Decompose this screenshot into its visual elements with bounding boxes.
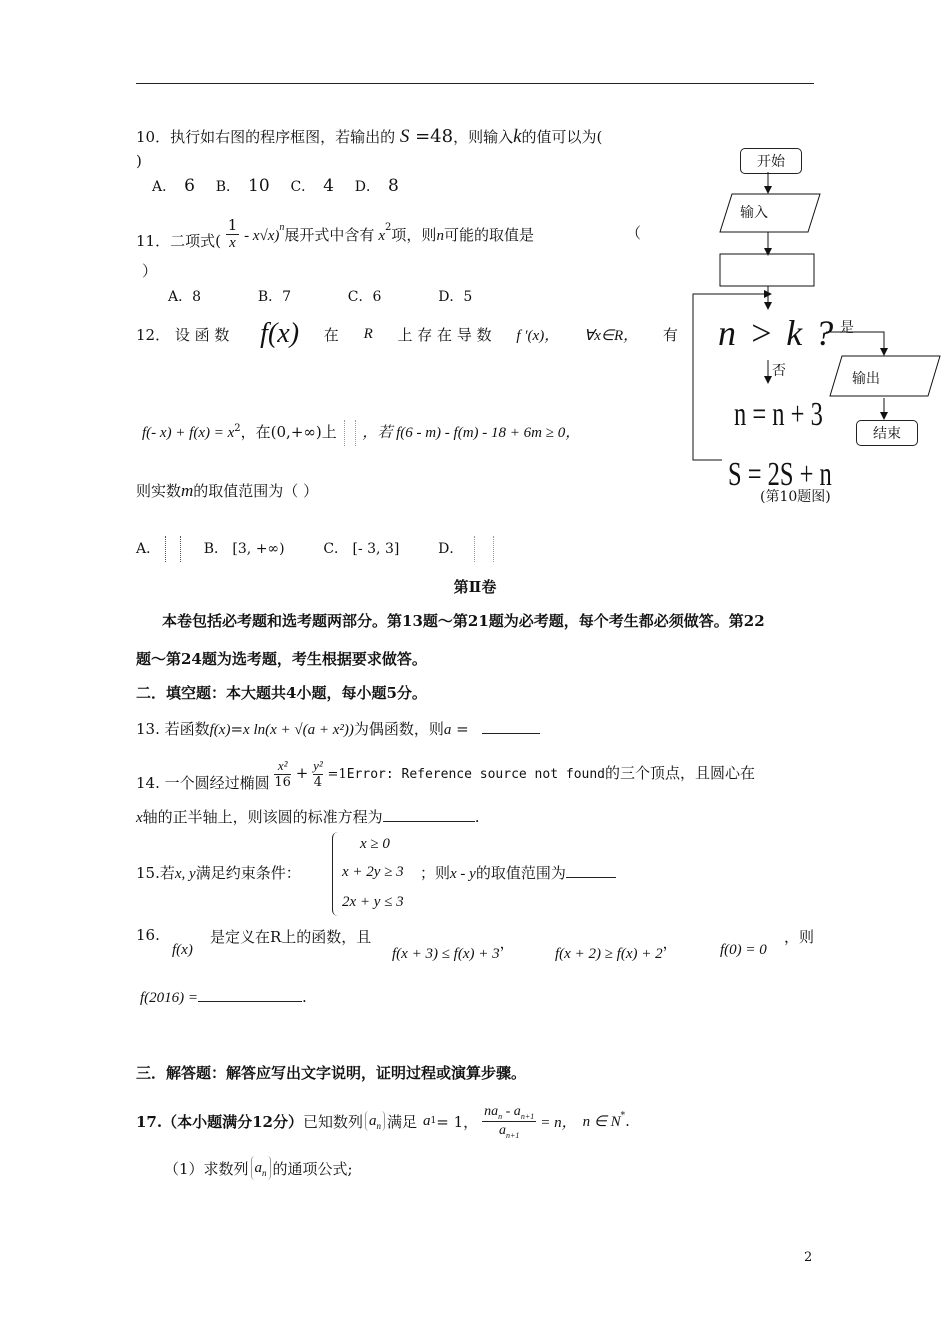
q12-options: A． B． [3, +∞) C． [- 3, 3] D． (136, 536, 494, 562)
q10-options: A． 6 B． 10 C． 4 D． 8 (152, 176, 399, 196)
q10-stem: 10．执行如右图的程序框图，若输出的 S =48，则输入k的值可以为( (136, 126, 603, 147)
q15-constraint-2: x + 2y ≥ 3 (342, 864, 404, 880)
q15-tail: ；则x - y的取值范围为 (420, 862, 616, 883)
q16-desc: 是定义在R上的函数，且 (210, 928, 372, 946)
q16-fx: f(x) (172, 942, 193, 958)
flowchart-step-s: S = 2S + n (728, 456, 832, 493)
flowchart-end: 结束 (856, 420, 918, 446)
q11-options: A．8 B．7 C．6 D．5 (168, 289, 473, 305)
q15-constraint-3: 2x + y ≤ 3 (342, 894, 404, 910)
section2-title: 第Ⅱ卷 (453, 578, 497, 596)
q16-number: 16. (136, 926, 160, 944)
q11-paren-close: ） (142, 262, 158, 280)
solve-title: 三．解答题：解答应写出文字说明，证明过程或演算步骤。 (136, 1064, 527, 1082)
q12-option-a-img (165, 536, 181, 562)
flowchart-start: 开始 (740, 148, 802, 174)
q17-stem: 17.（本小题满分12分） 已知数列 $a_n$ 满足 a 1 = 1， $na_n - a_{n+1}$ $a_{n+1}$ = n， n ∈ N * . (136, 1103, 630, 1140)
q10-close-paren: ) (136, 152, 142, 170)
q15-brace (332, 832, 341, 916)
q16-then: ，则 (784, 928, 815, 946)
flowchart-no-label: 否 (772, 363, 786, 379)
q15-lead: 15.若x, y满足约束条件： (136, 864, 301, 882)
flowchart-input-label: 输入 (740, 205, 768, 221)
flowchart-step-n: n = n + 3 (734, 396, 823, 433)
q13: 13. 若函数f(x)=x ln(x + √(a + x²))为偶函数，则a = (136, 718, 540, 739)
flowchart-yes-label: 是 (840, 320, 854, 336)
q15-answer-blank (566, 869, 616, 878)
q11-stem: 11．二项式( $\frac{1}{x}$ - x√x)$^n$展开式中含有 $x^2$项，则n可能的取值是 (136, 216, 534, 251)
q16-cond-1: f(x + 3) ≤ f(x) + 3， (392, 936, 515, 962)
section2-intro-line2: 题～第24题为选考题，考生根据要求做答。 (136, 650, 427, 668)
section2-intro-line1: 本卷包括必考题和选考题两部分。第13题～第21题为必考题，每个考生都必须做答。第22 (162, 612, 765, 630)
q14-line1: 14. 一个圆经过椭圆 $\frac{\text{x²}}{16}$ + $\frac{\text{y²}}{4}$ =1Error: Reference source not found的三个顶点，且圆心在 (136, 758, 756, 792)
q15-constraint-1: x ≥ 0 (360, 836, 390, 852)
q14-answer-blank (383, 807, 475, 822)
flowchart-output-label: 输出 (852, 371, 880, 387)
q12-placeholder-img (344, 420, 356, 446)
q12-stem: 12． 设 函 数 f(x) 在 R 上 存 在 导 数 f ′(x)， ∀x∈R， 有 (136, 318, 678, 349)
q17-part1: （1）求数列 $a_n$ 的通项公式; (164, 1156, 353, 1180)
q16-answer-blank (198, 995, 302, 1002)
q14-line2: x轴的正半轴上，则该圆的标准方程为 . (136, 808, 480, 826)
header-rule (136, 83, 814, 84)
q11-paren-open: （ (626, 224, 642, 242)
q12-line3: 则实数m的取值范围为（ ） (136, 481, 319, 500)
q12-line2: f(- $x) + f(x) = x^2$，在(0,+∞)上 ，若 f(6 - m) - f(m) - 18 + 6m ≥ 0， (142, 420, 580, 446)
page-number: 2 (804, 1250, 813, 1265)
flowchart-condition: n > k ? (718, 313, 836, 353)
q12-option-d-img (474, 536, 494, 562)
q13-answer-blank (482, 719, 540, 734)
q16-ask: f(2016) = . (140, 988, 307, 1006)
q16-cond-3: f(0) = 0 (720, 942, 767, 958)
fill-in-title: 二．填空题：本大题共4小题，每小题5分。 (136, 684, 427, 702)
q16-cond-2: f(x + 2) ≥ f(x) + 2， (555, 936, 678, 962)
flowchart-caption: (第10题图) (760, 489, 831, 505)
